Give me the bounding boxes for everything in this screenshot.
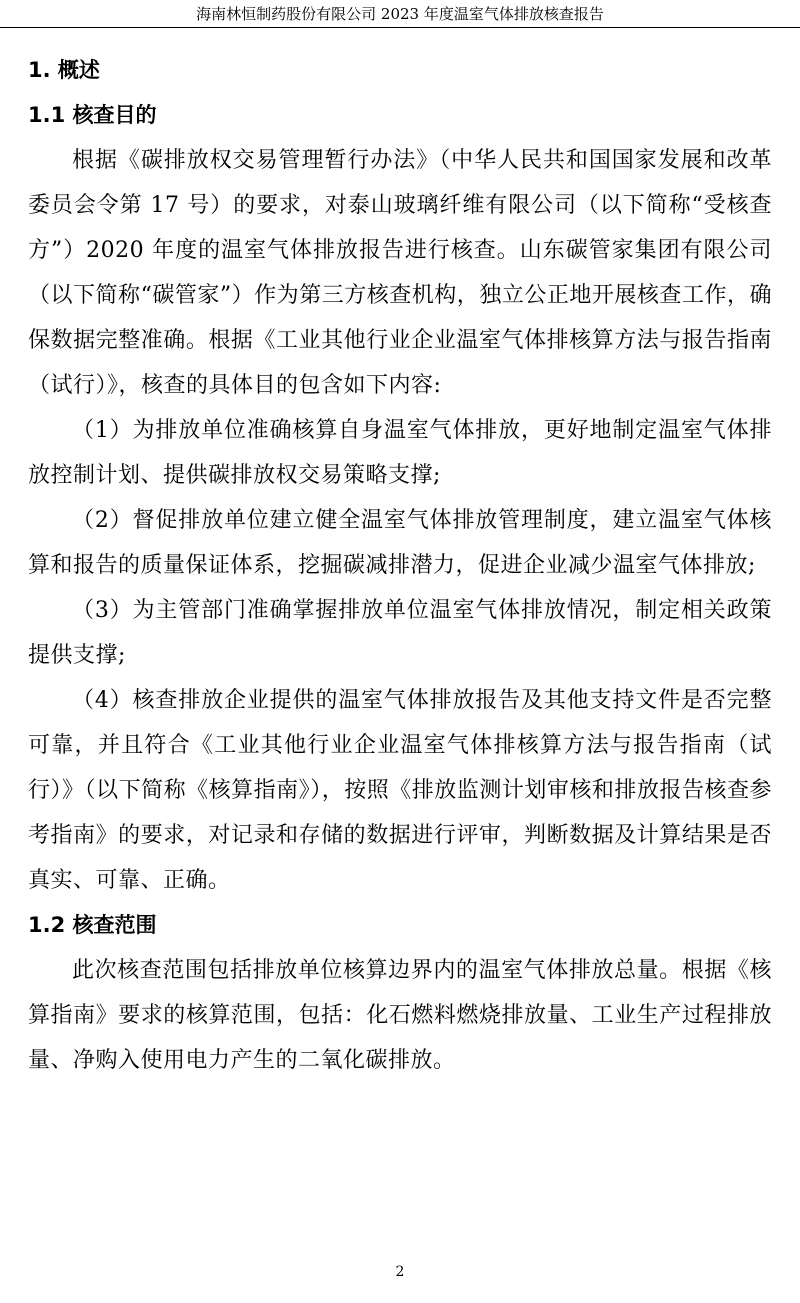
purpose-item-4: （4）核查排放企业提供的温室气体排放报告及其他支持文件是否完整可靠，并且符合《工业其他行业企业温室气体排核算方法与报告指南（试行）》（以下简称《核算指南》），按照《排放监测计划审核和排放报告核查参考指南》的要求，对记录和存储的数据进行评审，判断数据及计算结果是否真实、可靠、正确。 xyxy=(28,688,772,893)
purpose-item-2: （2）督促排放单位建立健全温室气体排放管理制度，建立温室气体核算和报告的质量保证体系，挖掘碳减排潜力，促进企业减少温室气体排放; xyxy=(28,508,772,578)
running-header: 海南林恒制药股份有限公司 2023 年度温室气体排放核查报告 xyxy=(0,0,800,28)
purpose-item-3: （3）为主管部门准确掌握排放单位温室气体排放情况，制定相关政策提供支撑; xyxy=(28,598,772,668)
purpose-intro-paragraph: 根据《碳排放权交易管理暂行办法》（中华人民共和国国家发展和改革委员会令第 17 号）的要求，对泰山玻璃纤维有限公司（以下简称“受核查方”）2020 年度的温室气体排放报告进行核查。山东碳管家集团有限公司（以下简称“碳管家”）作为第三方核查机构，独立公正地开展核查工作，确保数据完整准确。根据《工业其他行业企业温室气体排核算方法与报告指南（试行）》，核查的具体目的包含如下内容: xyxy=(28,148,772,398)
page-number: 2 xyxy=(395,1264,405,1280)
page-content xyxy=(28,48,772,1083)
section-heading-overview: 1. 概述 xyxy=(28,58,100,82)
section-heading-scope: 1.2 核查范围 xyxy=(28,913,157,937)
section-heading-purpose: 1.1 核查目的 xyxy=(28,103,157,127)
scope-paragraph: 此次核查范围包括排放单位核算边界内的温室气体排放总量。根据《核算指南》要求的核算范围，包括：化石燃料燃烧排放量、工业生产过程排放量、净购入使用电力产生的二氧化碳排放。 xyxy=(28,958,772,1073)
purpose-item-1: （1）为排放单位准确核算自身温室气体排放，更好地制定温室气体排放控制计划、提供碳排放权交易策略支撑; xyxy=(28,418,772,488)
